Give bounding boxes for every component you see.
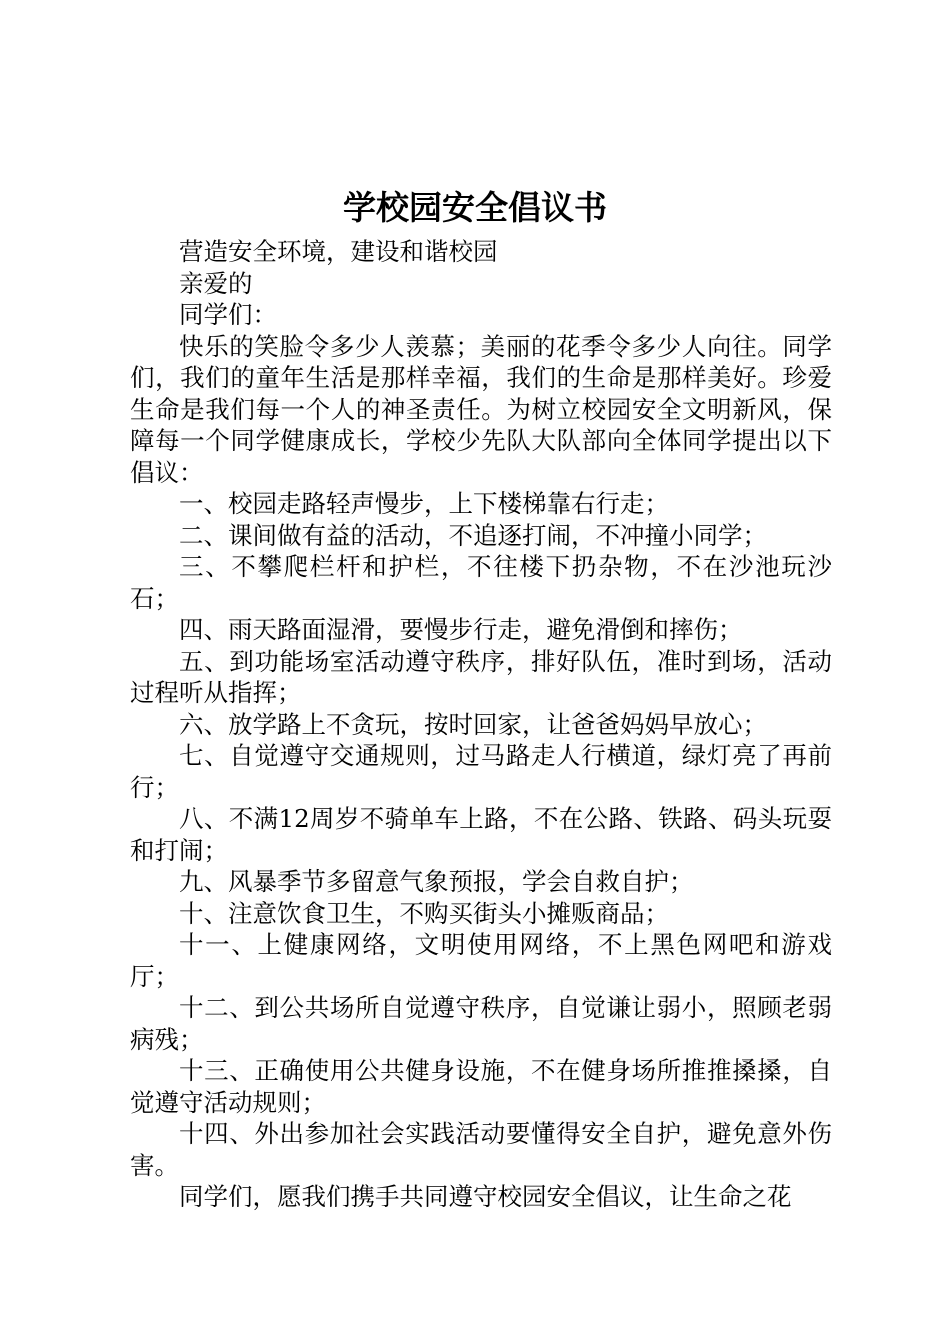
proposal-item: 九、风暴季节多留意气象预报，学会自救自护； <box>179 867 694 896</box>
document-body <box>130 236 832 1213</box>
document-title: 学校园安全倡议书 <box>343 188 607 227</box>
proposal-item: 六、放学路上不贪玩，按时回家，让爸爸妈妈早放心； <box>179 709 767 739</box>
proposal-item: 十一、上健康网络，文明使用网络，不上黑色网吧和游戏厅； <box>130 930 832 991</box>
proposal-item: 二、课间做有益的活动，不追逐打闹，不冲撞小同学； <box>179 520 767 550</box>
proposal-item: 十、注意饮食卫生，不购买街头小摊贩商品； <box>179 898 669 928</box>
subtitle-paragraph: 营造安全环境，建设和谐校园 <box>179 237 498 266</box>
proposal-item: 八、不满12周岁不骑单车上路，不在公路、铁路、码头玩耍和打闹； <box>130 804 832 865</box>
intro-paragraph: 快乐的笑脸令多少人羡慕；美丽的花季令多少人向往。同学们，我们的童年生活是那样幸福，我们的生命是那样美好。珍爱生命是我们每一个人的神圣责任。为树立校园安全文明新风，保障每一个同学健康成长，学校少先队大队部向全体同学提出以下倡议： <box>130 331 832 487</box>
closing-paragraph: 同学们，愿我们携手共同遵守校园安全倡议，让生命之花 <box>179 1182 792 1211</box>
proposal-item: 七、自觉遵守交通规则，过马路走人行横道，绿灯亮了再前行； <box>130 741 832 802</box>
proposal-item: 三、不攀爬栏杆和护栏，不往楼下扔杂物，不在沙池玩沙石； <box>130 552 832 613</box>
proposal-item: 四、雨天路面湿滑，要慢步行走，避免滑倒和摔伤； <box>179 615 743 644</box>
proposal-item: 十四、外出参加社会实践活动要懂得安全自护，避免意外伤害。 <box>130 1119 832 1180</box>
proposal-item: 五、到功能场室活动遵守秩序，排好队伍，准时到场，活动过程听从指挥； <box>130 646 832 707</box>
salutation-paragraph: 亲爱的 <box>179 268 253 298</box>
proposal-item: 十三、正确使用公共健身设施，不在健身场所推推搡搡，自觉遵守活动规则； <box>130 1056 832 1117</box>
proposal-item: 十二、到公共场所自觉遵守秩序，自觉谦让弱小，照顾老弱病残； <box>130 993 832 1054</box>
salutation-paragraph: 同学们： <box>179 300 277 329</box>
proposal-item: 一、校园走路轻声慢步，上下楼梯靠右行走； <box>179 489 669 518</box>
